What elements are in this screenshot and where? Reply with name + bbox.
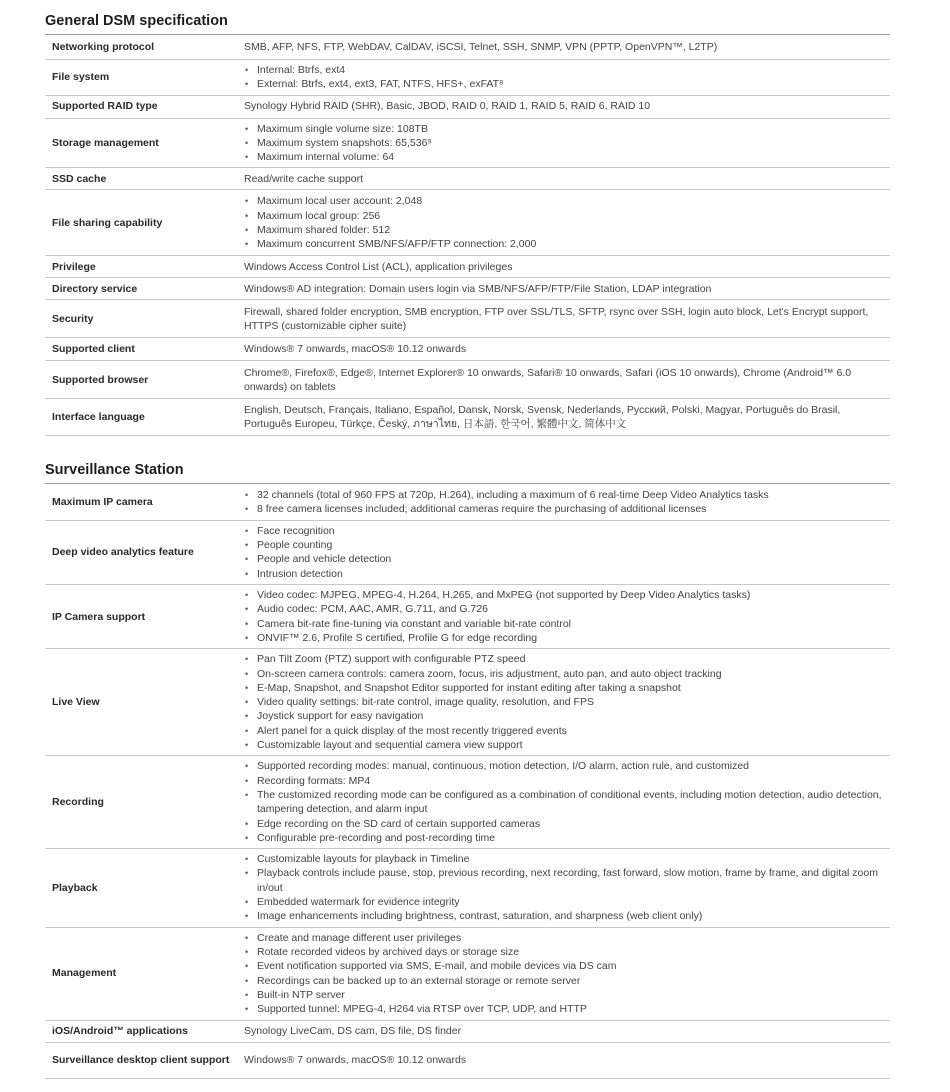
spec-label: File system (45, 59, 236, 95)
spec-label: Recording (45, 756, 236, 849)
spec-bullet-list (244, 652, 886, 752)
list-item: • Edge recording on the SD card of certain supported cameras (244, 817, 886, 831)
spec-label: Live View (45, 649, 236, 756)
list-item: • Video quality settings: bit-rate control, image quality, resolution, and FPS (244, 695, 886, 709)
list-item: • Recordings can be backed up to an external storage or remote server (244, 974, 886, 988)
spec-row-supported-raid-type (45, 95, 890, 118)
spec-label: Interface language (45, 399, 236, 436)
list-item: • Customizable layout and sequential camera view support (244, 738, 886, 752)
spec-value: Synology LiveCam, DS cam, DS file, DS finder (236, 1020, 890, 1042)
spec-value (236, 484, 890, 520)
spec-label: Supported client (45, 338, 236, 361)
list-item: • 8 free camera licenses included; additional cameras require the purchasing of additional licenses (244, 502, 886, 516)
spec-row-file-sharing-capability (45, 190, 890, 256)
list-item: • Rotate recorded videos by archived days or storage size (244, 945, 886, 959)
spec-label: Privilege (45, 256, 236, 278)
list-item: • Create and manage different user privileges (244, 931, 886, 945)
list-item: • Supported recording modes: manual, continuous, motion detection, I/O alarm, action rule, and customized (244, 759, 886, 773)
list-item: • Built-in NTP server (244, 988, 886, 1002)
spec-row-directory-service (45, 278, 890, 300)
list-item: • Image enhancements including brightness, contrast, saturation, and sharpness (web client only) (244, 909, 886, 923)
spec-value (236, 649, 890, 756)
spec-row-deep-video-analytics-feature (45, 520, 890, 584)
spec-bullet-list (244, 931, 886, 1017)
list-item: • Joystick support for easy navigation (244, 709, 886, 723)
spec-label: IP Camera support (45, 585, 236, 649)
spec-label: Deep video analytics feature (45, 520, 236, 584)
spec-page (45, 0, 890, 1079)
spec-row-live-view (45, 649, 890, 756)
spec-row-interface-language (45, 399, 890, 436)
list-item: • People and vehicle detection (244, 552, 886, 566)
list-item: • Internal: Btrfs, ext4 (244, 63, 886, 77)
spec-value (236, 190, 890, 256)
list-item: • People counting (244, 538, 886, 552)
spec-value (236, 118, 890, 168)
spec-bullet-list (244, 759, 886, 845)
spec-value: Firewall, shared folder encryption, SMB encryption, FTP over SSL/TLS, SFTP, rsync over SSH, login auto block, Let's Encrypt support, HTTPS (customizable cipher suite) (236, 300, 890, 338)
spec-value (236, 756, 890, 849)
spec-value: Windows® 7 onwards, macOS® 10.12 onwards (236, 338, 890, 361)
spec-table-surveillance (45, 484, 890, 1078)
spec-bullet-list (244, 488, 886, 517)
section-title-surveillance: Surveillance Station (45, 449, 890, 484)
spec-row-security (45, 300, 890, 338)
list-item: • External: Btrfs, ext4, ext3, FAT, NTFS, HFS+, exFAT⁸ (244, 77, 886, 91)
spec-row-supported-client (45, 338, 890, 361)
spec-value (236, 59, 890, 95)
list-item: • Alert panel for a quick display of the most recently triggered events (244, 724, 886, 738)
spec-value: Chrome®, Firefox®, Edge®, Internet Explorer® 10 onwards, Safari® 10 onwards, Safari (iOS 10 onwards), Chrome (Android™ 6.0 onwards) on tablets (236, 361, 890, 399)
spec-bullet-list (244, 122, 886, 165)
list-item: • On-screen camera controls: camera zoom, focus, iris adjustment, auto pan, and auto object tracking (244, 667, 886, 681)
spec-bullet-list (244, 588, 886, 645)
spec-row-storage-management (45, 118, 890, 168)
list-item: • Configurable pre-recording and post-recording time (244, 831, 886, 845)
spec-bullet-list (244, 194, 886, 251)
spec-value: Synology Hybrid RAID (SHR), Basic, JBOD, RAID 0, RAID 1, RAID 5, RAID 6, RAID 10 (236, 95, 890, 118)
spec-value (236, 927, 890, 1020)
list-item: • Playback controls include pause, stop, previous recording, next recording, fast forward, slow motion, frame by frame, and digital zoom in/out (244, 866, 886, 895)
spec-bullet-list (244, 63, 886, 92)
list-item: • ONVIF™ 2.6, Profile S certified, Profile G for edge recording (244, 631, 886, 645)
spec-value: SMB, AFP, NFS, FTP, WebDAV, CalDAV, iSCSI, Telnet, SSH, SNMP, VPN (PPTP, OpenVPN™, L2TP) (236, 35, 890, 59)
list-item: • Event notification supported via SMS, E-mail, and mobile devices via DS cam (244, 959, 886, 973)
spec-label: Surveillance desktop client support (45, 1042, 236, 1078)
spec-label: SSD cache (45, 168, 236, 190)
spec-value: English, Deutsch, Français, Italiano, Español, Dansk, Norsk, Svensk, Nederlands, Русский, Polski, Magyar, Português do Brasil, Português Europeu, Türkçe, Český, ภาษาไทย, 日本語, 한국어, 繁體中文, 简体中文 (236, 399, 890, 436)
list-item: • Maximum local group: 256 (244, 209, 886, 223)
list-item: • Audio codec: PCM, AAC, AMR, G.711, and G.726 (244, 602, 886, 616)
spec-label: Playback (45, 849, 236, 927)
spec-bullet-list (244, 852, 886, 923)
list-item: • Maximum system snapshots: 65,536⁹ (244, 136, 886, 150)
spec-row-ssd-cache (45, 168, 890, 190)
spec-label: Storage management (45, 118, 236, 168)
spec-row-file-system (45, 59, 890, 95)
spec-row-ip-camera-support (45, 585, 890, 649)
list-item: • Maximum internal volume: 64 (244, 150, 886, 164)
spec-row-ios-android-applications (45, 1020, 890, 1042)
list-item: • Pan Tilt Zoom (PTZ) support with configurable PTZ speed (244, 652, 886, 666)
spec-label: iOS/Android™ applications (45, 1020, 236, 1042)
spec-row-playback (45, 849, 890, 927)
spec-row-recording (45, 756, 890, 849)
list-item: • Maximum local user account: 2,048 (244, 194, 886, 208)
spec-label: Management (45, 927, 236, 1020)
spec-row-supported-browser (45, 361, 890, 399)
list-item: • Maximum shared folder: 512 (244, 223, 886, 237)
list-item: • Intrusion detection (244, 567, 886, 581)
spec-row-networking-protocol (45, 35, 890, 59)
list-item: • E-Map, Snapshot, and Snapshot Editor supported for instant editing after taking a snapshot (244, 681, 886, 695)
spec-value (236, 520, 890, 584)
spec-label: File sharing capability (45, 190, 236, 256)
spec-value: Windows® AD integration: Domain users login via SMB/NFS/AFP/FTP/File Station, LDAP integration (236, 278, 890, 300)
list-item: • Customizable layouts for playback in Timeline (244, 852, 886, 866)
list-item: • Face recognition (244, 524, 886, 538)
list-item: • 32 channels (total of 960 FPS at 720p, H.264), including a maximum of 6 real-time Deep Video Analytics tasks (244, 488, 886, 502)
list-item: • Recording formats: MP4 (244, 774, 886, 788)
list-item: • The customized recording mode can be configured as a combination of conditional events, including motion detection, audio detection, tampering detection, and alarm input (244, 788, 886, 817)
spec-label: Directory service (45, 278, 236, 300)
list-item: • Camera bit-rate fine-tuning via constant and variable bit-rate control (244, 617, 886, 631)
spec-table-dsm (45, 35, 890, 436)
spec-label: Supported RAID type (45, 95, 236, 118)
spec-value: Read/write cache support (236, 168, 890, 190)
list-item: • Video codec: MJPEG, MPEG-4, H.264, H.265, and MxPEG (not supported by Deep Video Analytics tasks) (244, 588, 886, 602)
spec-label: Networking protocol (45, 35, 236, 59)
spec-value: Windows Access Control List (ACL), application privileges (236, 256, 890, 278)
spec-label: Supported browser (45, 361, 236, 399)
list-item: • Embedded watermark for evidence integrity (244, 895, 886, 909)
spec-label: Maximum IP camera (45, 484, 236, 520)
spec-value (236, 849, 890, 927)
spec-row-surveillance-desktop-client-support (45, 1042, 890, 1078)
list-item: • Maximum single volume size: 108TB (244, 122, 886, 136)
spec-row-maximum-ip-camera (45, 484, 890, 520)
spec-value: Windows® 7 onwards, macOS® 10.12 onwards (236, 1042, 890, 1078)
spec-row-privilege (45, 256, 890, 278)
list-item: • Maximum concurrent SMB/NFS/AFP/FTP connection: 2,000 (244, 237, 886, 251)
spec-row-management (45, 927, 890, 1020)
spec-label: Security (45, 300, 236, 338)
spec-value (236, 585, 890, 649)
spec-bullet-list (244, 524, 886, 581)
section-title-dsm: General DSM specification (45, 0, 890, 35)
list-item: • Supported tunnel: MPEG-4, H264 via RTSP over TCP, UDP, and HTTP (244, 1002, 886, 1016)
